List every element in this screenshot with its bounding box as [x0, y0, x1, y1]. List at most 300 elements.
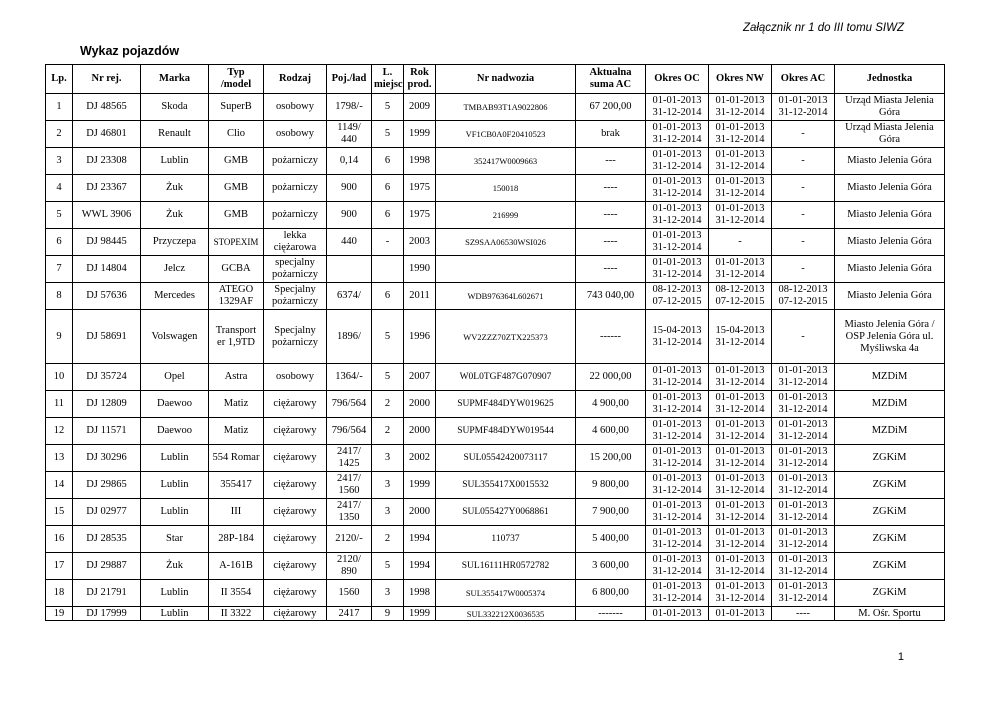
cell-year: 1990 [404, 256, 436, 283]
column-header: Marka [141, 65, 209, 94]
cell-period-oc: 01-01-2013 31-12-2014 [646, 553, 709, 580]
table-body [46, 94, 945, 621]
cell-lp: 10 [46, 364, 73, 391]
table-row [46, 391, 945, 418]
cell-lp: 8 [46, 283, 73, 310]
cell-period-ac: ---- [772, 607, 835, 621]
cell-seats: 5 [372, 121, 404, 148]
cell-ac-sum: 5 400,00 [576, 526, 646, 553]
cell-ac-sum: 3 600,00 [576, 553, 646, 580]
cell-unit: Miasto Jelenia Góra [835, 175, 945, 202]
cell-vin: W0L0TGF487G070907 [436, 364, 576, 391]
cell-seats: 2 [372, 391, 404, 418]
cell-vin: TMBAB93T1A9022806 [436, 94, 576, 121]
cell-type: Specjalny pożarniczy [264, 283, 327, 310]
cell-period-nw: 01-01-2013 31-12-2014 [709, 148, 772, 175]
cell-unit: Miasto Jelenia Góra / OSP Jelenia Góra ul. Myśliwska 4a [835, 310, 945, 364]
cell-type: specjalny pożarniczy [264, 256, 327, 283]
cell-unit: ZGKiM [835, 553, 945, 580]
cell-period-ac: 01-01-2013 31-12-2014 [772, 499, 835, 526]
cell-period-oc: 01-01-2013 [646, 607, 709, 621]
cell-ac-sum: 67 200,00 [576, 94, 646, 121]
cell-period-oc: 01-01-2013 31-12-2014 [646, 121, 709, 148]
cell-model: II 3554 [209, 580, 264, 607]
cell-type: osobowy [264, 121, 327, 148]
cell-lp: 6 [46, 229, 73, 256]
cell-seats: 3 [372, 499, 404, 526]
cell-period-oc: 01-01-2013 31-12-2014 [646, 229, 709, 256]
cell-reg-number: DJ 58691 [73, 310, 141, 364]
cell-capacity: 900 [327, 175, 372, 202]
document-title: Wykaz pojazdów [80, 44, 180, 58]
cell-reg-number: DJ 21791 [73, 580, 141, 607]
cell-unit: ZGKiM [835, 526, 945, 553]
cell-capacity: 2417/ 1560 [327, 472, 372, 499]
cell-period-ac: 01-01-2013 31-12-2014 [772, 526, 835, 553]
cell-capacity: 2417/ 1350 [327, 499, 372, 526]
cell-model: 355417 [209, 472, 264, 499]
cell-ac-sum: 15 200,00 [576, 445, 646, 472]
cell-ac-sum: ------- [576, 607, 646, 621]
cell-capacity: 1149/ 440 [327, 121, 372, 148]
cell-period-nw: 01-01-2013 31-12-2014 [709, 553, 772, 580]
column-header: Nr rej. [73, 65, 141, 94]
cell-lp: 16 [46, 526, 73, 553]
table-row [46, 229, 945, 256]
cell-make: Lublin [141, 445, 209, 472]
cell-period-oc: 01-01-2013 31-12-2014 [646, 418, 709, 445]
cell-seats: 6 [372, 175, 404, 202]
cell-year: 1999 [404, 121, 436, 148]
cell-period-oc: 01-01-2013 31-12-2014 [646, 580, 709, 607]
cell-period-nw: 01-01-2013 31-12-2014 [709, 256, 772, 283]
cell-capacity: 2120/- [327, 526, 372, 553]
cell-unit: Miasto Jelenia Góra [835, 283, 945, 310]
cell-seats: - [372, 229, 404, 256]
cell-ac-sum: ---- [576, 256, 646, 283]
cell-type: pożarniczy [264, 202, 327, 229]
cell-ac-sum: ---- [576, 229, 646, 256]
cell-seats: 9 [372, 607, 404, 621]
cell-lp: 2 [46, 121, 73, 148]
column-header: Aktualna suma AC [576, 65, 646, 94]
cell-vin: 110737 [436, 526, 576, 553]
table-row [46, 256, 945, 283]
cell-period-oc: 01-01-2013 31-12-2014 [646, 148, 709, 175]
cell-capacity: 796/564 [327, 391, 372, 418]
cell-reg-number: DJ 11571 [73, 418, 141, 445]
cell-seats: 5 [372, 94, 404, 121]
cell-make: Skoda [141, 94, 209, 121]
cell-vin: SUL355417X0015532 [436, 472, 576, 499]
cell-ac-sum: 6 800,00 [576, 580, 646, 607]
cell-period-ac: - [772, 148, 835, 175]
cell-period-ac: 01-01-2013 31-12-2014 [772, 418, 835, 445]
cell-period-ac: 08-12-2013 07-12-2015 [772, 283, 835, 310]
cell-ac-sum: ---- [576, 175, 646, 202]
cell-vin: SUL055427Y0068861 [436, 499, 576, 526]
cell-model: Astra [209, 364, 264, 391]
cell-model: Clio [209, 121, 264, 148]
cell-lp: 11 [46, 391, 73, 418]
column-header: Okres AC [772, 65, 835, 94]
table-row [46, 148, 945, 175]
cell-make: Przyczepa [141, 229, 209, 256]
cell-seats: 5 [372, 553, 404, 580]
cell-year: 2000 [404, 391, 436, 418]
cell-reg-number: DJ 23308 [73, 148, 141, 175]
cell-capacity: 1364/- [327, 364, 372, 391]
cell-year: 1975 [404, 202, 436, 229]
cell-make: Żuk [141, 553, 209, 580]
cell-type: ciężarowy [264, 607, 327, 621]
cell-make: Żuk [141, 175, 209, 202]
cell-capacity: 1798/- [327, 94, 372, 121]
cell-period-nw: - [709, 229, 772, 256]
cell-vin: WDB976364L602671 [436, 283, 576, 310]
cell-model: II 3322 [209, 607, 264, 621]
cell-year: 1999 [404, 472, 436, 499]
cell-period-oc: 01-01-2013 31-12-2014 [646, 526, 709, 553]
cell-type: osobowy [264, 364, 327, 391]
cell-unit: ZGKiM [835, 472, 945, 499]
cell-model: 28P-184 [209, 526, 264, 553]
cell-capacity: 2417 [327, 607, 372, 621]
cell-seats: 6 [372, 283, 404, 310]
cell-period-oc: 15-04-2013 31-12-2014 [646, 310, 709, 364]
cell-reg-number: DJ 12809 [73, 391, 141, 418]
cell-model: GMB [209, 148, 264, 175]
cell-capacity: 6374/ [327, 283, 372, 310]
cell-year: 1996 [404, 310, 436, 364]
cell-seats: 3 [372, 580, 404, 607]
column-header: L. miejsc [372, 65, 404, 94]
cell-make: Lublin [141, 580, 209, 607]
cell-period-nw: 01-01-2013 31-12-2014 [709, 364, 772, 391]
cell-period-oc: 01-01-2013 31-12-2014 [646, 175, 709, 202]
cell-make: Jelcz [141, 256, 209, 283]
table-row [46, 418, 945, 445]
cell-period-ac: - [772, 310, 835, 364]
cell-type: ciężarowy [264, 418, 327, 445]
cell-ac-sum: 22 000,00 [576, 364, 646, 391]
cell-period-ac: 01-01-2013 31-12-2014 [772, 94, 835, 121]
column-header: Lp. [46, 65, 73, 94]
cell-type: ciężarowy [264, 526, 327, 553]
cell-lp: 17 [46, 553, 73, 580]
cell-lp: 5 [46, 202, 73, 229]
vehicle-table [45, 64, 945, 621]
cell-period-ac: - [772, 121, 835, 148]
cell-year: 2011 [404, 283, 436, 310]
cell-seats: 6 [372, 148, 404, 175]
cell-year: 2000 [404, 418, 436, 445]
cell-capacity: 2120/ 890 [327, 553, 372, 580]
cell-reg-number: DJ 46801 [73, 121, 141, 148]
cell-lp: 3 [46, 148, 73, 175]
cell-vin: 216999 [436, 202, 576, 229]
cell-make: Renault [141, 121, 209, 148]
column-header: Jednostka [835, 65, 945, 94]
cell-unit: MZDiM [835, 391, 945, 418]
cell-make: Mercedes [141, 283, 209, 310]
cell-type: pożarniczy [264, 175, 327, 202]
cell-year: 1994 [404, 526, 436, 553]
table-row [46, 526, 945, 553]
cell-lp: 19 [46, 607, 73, 621]
cell-vin: SUPMF484DYW019544 [436, 418, 576, 445]
cell-lp: 12 [46, 418, 73, 445]
cell-period-ac: - [772, 175, 835, 202]
cell-unit: Urząd Miasta Jelenia Góra [835, 94, 945, 121]
table-row [46, 310, 945, 364]
cell-period-ac: 01-01-2013 31-12-2014 [772, 580, 835, 607]
cell-lp: 4 [46, 175, 73, 202]
cell-period-ac: 01-01-2013 31-12-2014 [772, 445, 835, 472]
cell-seats: 5 [372, 364, 404, 391]
cell-period-nw: 01-01-2013 31-12-2014 [709, 472, 772, 499]
cell-make: Żuk [141, 202, 209, 229]
cell-unit: MZDiM [835, 364, 945, 391]
cell-unit: M. Ośr. Sportu [835, 607, 945, 621]
cell-period-ac: - [772, 229, 835, 256]
cell-ac-sum: 4 900,00 [576, 391, 646, 418]
cell-vin: SUL355417W0005374 [436, 580, 576, 607]
cell-ac-sum: ---- [576, 202, 646, 229]
cell-model: 554 Romar [209, 445, 264, 472]
cell-type: ciężarowy [264, 472, 327, 499]
cell-reg-number: DJ 28535 [73, 526, 141, 553]
cell-seats: 2 [372, 418, 404, 445]
cell-year: 2003 [404, 229, 436, 256]
cell-period-nw: 01-01-2013 31-12-2014 [709, 580, 772, 607]
cell-reg-number: DJ 98445 [73, 229, 141, 256]
cell-lp: 15 [46, 499, 73, 526]
cell-seats [372, 256, 404, 283]
cell-vin: SUL16111HR0572782 [436, 553, 576, 580]
table-row [46, 175, 945, 202]
cell-make: Lublin [141, 472, 209, 499]
column-header: Okres OC [646, 65, 709, 94]
cell-lp: 7 [46, 256, 73, 283]
cell-seats: 6 [372, 202, 404, 229]
cell-reg-number: DJ 23367 [73, 175, 141, 202]
cell-type: ciężarowy [264, 553, 327, 580]
cell-year: 2000 [404, 499, 436, 526]
cell-model: GMB [209, 202, 264, 229]
cell-lp: 14 [46, 472, 73, 499]
cell-vin [436, 256, 576, 283]
table-row [46, 499, 945, 526]
cell-period-nw: 01-01-2013 31-12-2014 [709, 445, 772, 472]
cell-year: 1998 [404, 148, 436, 175]
cell-model: A-161B [209, 553, 264, 580]
column-header: Rodzaj [264, 65, 327, 94]
table-row [46, 553, 945, 580]
cell-reg-number: DJ 29887 [73, 553, 141, 580]
cell-period-nw: 01-01-2013 31-12-2014 [709, 499, 772, 526]
cell-type: ciężarowy [264, 391, 327, 418]
cell-period-nw: 01-01-2013 31-12-2014 [709, 175, 772, 202]
cell-reg-number: DJ 35724 [73, 364, 141, 391]
cell-period-oc: 01-01-2013 31-12-2014 [646, 256, 709, 283]
cell-period-nw: 01-01-2013 31-12-2014 [709, 391, 772, 418]
cell-make: Lublin [141, 148, 209, 175]
cell-period-oc: 01-01-2013 31-12-2014 [646, 364, 709, 391]
cell-make: Lublin [141, 607, 209, 621]
cell-type: ciężarowy [264, 445, 327, 472]
cell-capacity: 796/564 [327, 418, 372, 445]
cell-ac-sum: ------ [576, 310, 646, 364]
cell-lp: 13 [46, 445, 73, 472]
cell-model: ATEGO 1329AF [209, 283, 264, 310]
table-row [46, 580, 945, 607]
table-row [46, 445, 945, 472]
cell-type: pożarniczy [264, 148, 327, 175]
cell-vin: SZ9SAA06530WSI026 [436, 229, 576, 256]
cell-make: Volswagen [141, 310, 209, 364]
cell-period-oc: 01-01-2013 31-12-2014 [646, 391, 709, 418]
cell-model: III [209, 499, 264, 526]
cell-period-ac: 01-01-2013 31-12-2014 [772, 553, 835, 580]
cell-period-nw: 01-01-2013 31-12-2014 [709, 94, 772, 121]
cell-unit: Miasto Jelenia Góra [835, 202, 945, 229]
table-row [46, 94, 945, 121]
cell-vin: SUPMF484DYW019625 [436, 391, 576, 418]
cell-vin: SUL05542420073117 [436, 445, 576, 472]
table-header-row [46, 65, 945, 94]
cell-period-ac: - [772, 202, 835, 229]
cell-reg-number: DJ 17999 [73, 607, 141, 621]
cell-lp: 1 [46, 94, 73, 121]
table-row [46, 121, 945, 148]
cell-type: lekka ciężarowa [264, 229, 327, 256]
cell-period-nw: 15-04-2013 31-12-2014 [709, 310, 772, 364]
cell-period-nw: 08-12-2013 07-12-2015 [709, 283, 772, 310]
cell-unit: Miasto Jelenia Góra [835, 256, 945, 283]
cell-capacity: 0,14 [327, 148, 372, 175]
cell-seats: 2 [372, 526, 404, 553]
cell-unit: ZGKiM [835, 445, 945, 472]
cell-year: 1975 [404, 175, 436, 202]
cell-lp: 18 [46, 580, 73, 607]
table-row [46, 607, 945, 621]
cell-unit: Urząd Miasta Jelenia Góra [835, 121, 945, 148]
cell-period-nw: 01-01-2013 31-12-2014 [709, 526, 772, 553]
cell-unit: ZGKiM [835, 499, 945, 526]
column-header: Okres NW [709, 65, 772, 94]
column-header: Poj./ład [327, 65, 372, 94]
cell-seats: 5 [372, 310, 404, 364]
cell-make: Star [141, 526, 209, 553]
attachment-note: Załącznik nr 1 do III tomu SIWZ [742, 22, 904, 34]
cell-make: Opel [141, 364, 209, 391]
cell-type: ciężarowy [264, 580, 327, 607]
cell-ac-sum: 743 040,00 [576, 283, 646, 310]
cell-ac-sum: 9 800,00 [576, 472, 646, 499]
cell-reg-number: WWL 3906 [73, 202, 141, 229]
cell-unit: Miasto Jelenia Góra [835, 229, 945, 256]
cell-unit: ZGKiM [835, 580, 945, 607]
cell-reg-number: DJ 02977 [73, 499, 141, 526]
cell-ac-sum: brak [576, 121, 646, 148]
table-row [46, 283, 945, 310]
cell-vin: 150018 [436, 175, 576, 202]
cell-year: 1998 [404, 580, 436, 607]
cell-unit: MZDiM [835, 418, 945, 445]
cell-lp: 9 [46, 310, 73, 364]
cell-make: Daewoo [141, 391, 209, 418]
cell-ac-sum: 7 900,00 [576, 499, 646, 526]
cell-model: Transport er 1,9TD [209, 310, 264, 364]
cell-vin: SUL332212X0036535 [436, 607, 576, 621]
cell-ac-sum: 4 600,00 [576, 418, 646, 445]
cell-period-oc: 01-01-2013 31-12-2014 [646, 94, 709, 121]
cell-seats: 3 [372, 445, 404, 472]
cell-model: STOPEXIM [209, 229, 264, 256]
cell-vin: VF1CB0A0F20410523 [436, 121, 576, 148]
column-header: Nr nadwozia [436, 65, 576, 94]
cell-model: Matiz [209, 391, 264, 418]
cell-capacity: 440 [327, 229, 372, 256]
cell-capacity: 1896/ [327, 310, 372, 364]
cell-period-oc: 08-12-2013 07-12-2015 [646, 283, 709, 310]
cell-year: 2007 [404, 364, 436, 391]
cell-period-oc: 01-01-2013 31-12-2014 [646, 499, 709, 526]
cell-model: GCBA [209, 256, 264, 283]
cell-period-oc: 01-01-2013 31-12-2014 [646, 202, 709, 229]
cell-period-nw: 01-01-2013 31-12-2014 [709, 202, 772, 229]
cell-reg-number: DJ 14804 [73, 256, 141, 283]
column-header: Rok prod. [404, 65, 436, 94]
cell-period-ac: 01-01-2013 31-12-2014 [772, 391, 835, 418]
cell-capacity: 2417/ 1425 [327, 445, 372, 472]
cell-unit: Miasto Jelenia Góra [835, 148, 945, 175]
cell-reg-number: DJ 48565 [73, 94, 141, 121]
cell-period-ac: 01-01-2013 31-12-2014 [772, 472, 835, 499]
table-row [46, 472, 945, 499]
cell-type: Specjalny pożarniczy [264, 310, 327, 364]
cell-type: ciężarowy [264, 499, 327, 526]
cell-seats: 3 [372, 472, 404, 499]
cell-year: 2009 [404, 94, 436, 121]
cell-make: Lublin [141, 499, 209, 526]
cell-reg-number: DJ 29865 [73, 472, 141, 499]
cell-type: osobowy [264, 94, 327, 121]
cell-model: Matiz [209, 418, 264, 445]
cell-model: SuperB [209, 94, 264, 121]
cell-reg-number: DJ 57636 [73, 283, 141, 310]
cell-period-nw: 01-01-2013 31-12-2014 [709, 418, 772, 445]
table-row [46, 364, 945, 391]
cell-vin: WV2ZZZ70ZTX225373 [436, 310, 576, 364]
cell-period-ac: - [772, 256, 835, 283]
cell-model: GMB [209, 175, 264, 202]
cell-year: 2002 [404, 445, 436, 472]
cell-period-oc: 01-01-2013 31-12-2014 [646, 445, 709, 472]
cell-capacity: 1560 [327, 580, 372, 607]
cell-capacity: 900 [327, 202, 372, 229]
cell-capacity [327, 256, 372, 283]
cell-year: 1994 [404, 553, 436, 580]
cell-period-oc: 01-01-2013 31-12-2014 [646, 472, 709, 499]
cell-period-ac: 01-01-2013 31-12-2014 [772, 364, 835, 391]
cell-make: Daewoo [141, 418, 209, 445]
page-number: 1 [897, 651, 904, 663]
cell-period-nw: 01-01-2013 31-12-2014 [709, 121, 772, 148]
cell-reg-number: DJ 30296 [73, 445, 141, 472]
table-row [46, 202, 945, 229]
